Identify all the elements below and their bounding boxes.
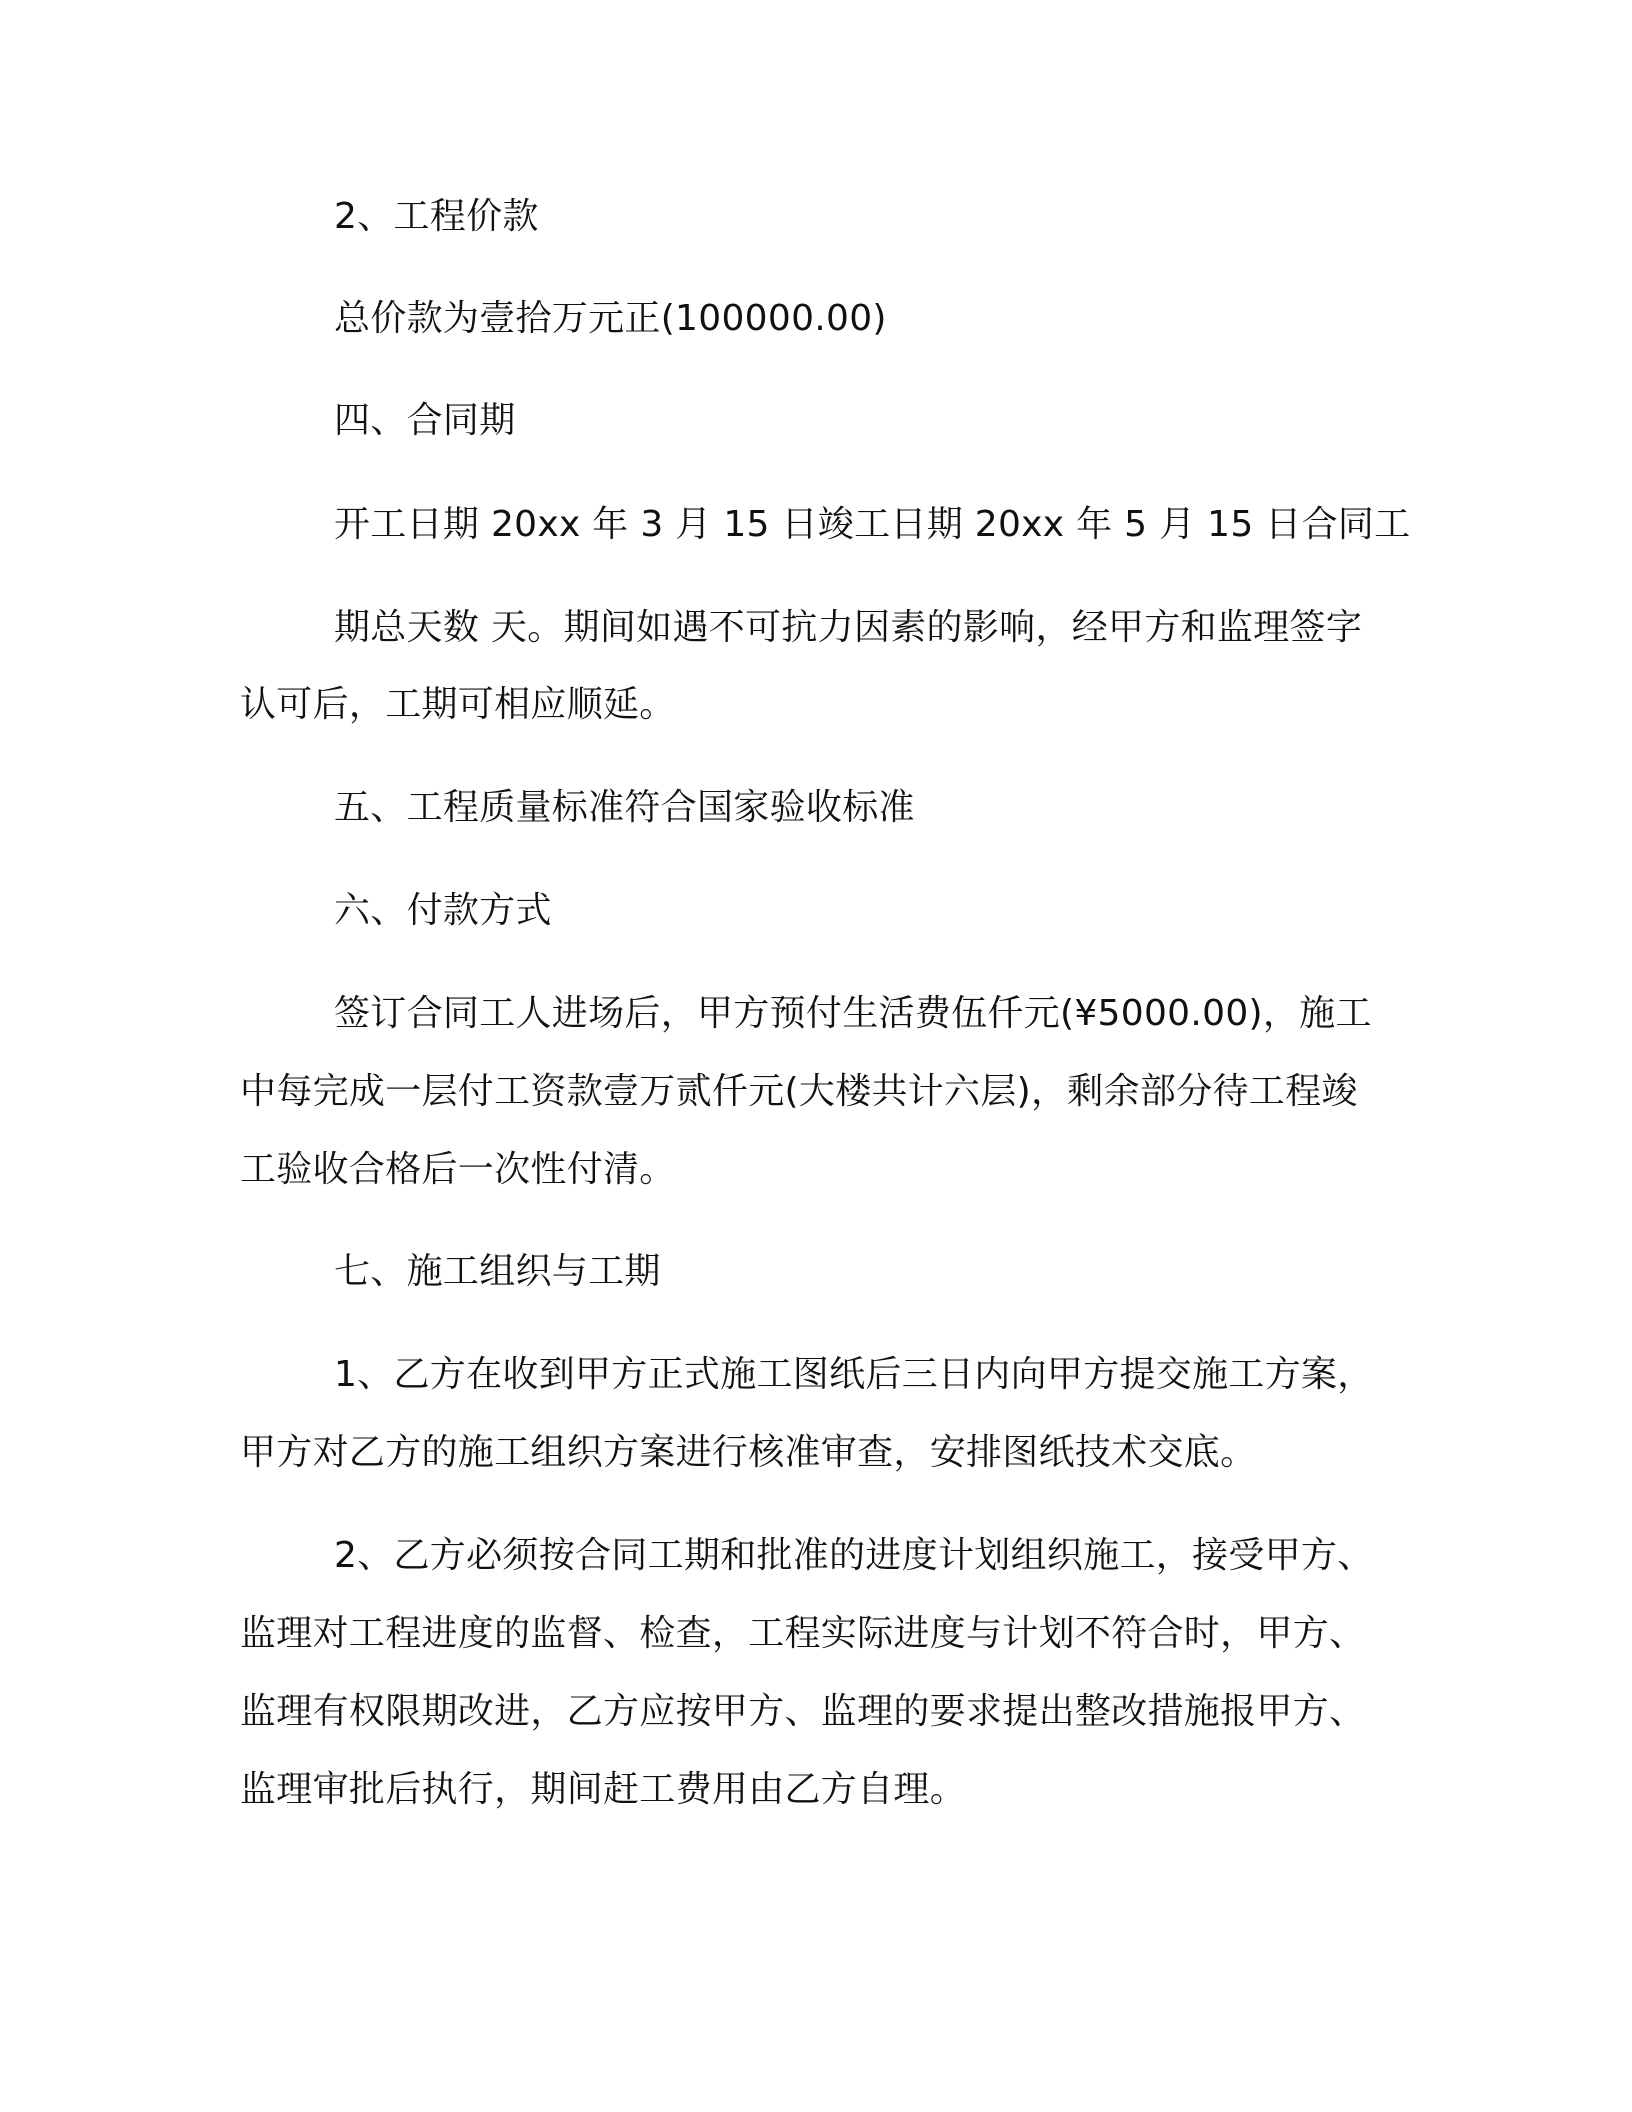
text-line-item1-a: 1、乙方在收到甲方正式施工图纸后三日内向甲方提交施工方案， xyxy=(334,1354,1374,1395)
text-line-payment-2: 中每完成一层付工资款壹万贰仟元(大楼共计六层)，剩余部分待工程竣 xyxy=(240,1071,1358,1112)
text-line-payment-1: 签订合同工人进场后，甲方预付生活费伍仟元(¥5000.00)，施工 xyxy=(334,993,1372,1034)
text-line-item2-c: 监理有权限期改进，乙方应按甲方、监理的要求提出整改措施报甲方、 xyxy=(240,1691,1366,1732)
text-line-extension: 认可后，工期可相应顺延。 xyxy=(240,684,676,725)
text-line-total-price: 总价款为壹拾万元正(100000.00) xyxy=(334,298,887,339)
text-line-item2-b: 监理对工程进度的监督、检查，工程实际进度与计划不符合时，甲方、 xyxy=(240,1613,1366,1654)
text-line-item2-d: 监理审批后执行，期间赶工费用由乙方自理。 xyxy=(240,1769,967,1810)
text-line-total-days: 期总天数 天。期间如遇不可抗力因素的影响，经甲方和监理签字 xyxy=(334,607,1363,648)
text-line-item2-a: 2、乙方必须按合同工期和批准的进度计划组织施工，接受甲方、 xyxy=(334,1535,1374,1576)
text-line-dates: 开工日期 20xx 年 3 月 15 日竣工日期 20xx 年 5 月 15 日合同工 xyxy=(334,504,1411,545)
section-heading-price: 2、工程价款 xyxy=(334,196,539,237)
section-heading-quality-standard: 五、工程质量标准符合国家验收标准 xyxy=(334,787,915,828)
text-line-payment-3: 工验收合格后一次性付清。 xyxy=(240,1149,676,1190)
section-heading-contract-period: 四、合同期 xyxy=(334,400,516,441)
section-heading-payment-method: 六、付款方式 xyxy=(334,890,552,931)
section-heading-organization: 七、施工组织与工期 xyxy=(334,1251,661,1292)
text-line-item1-b: 甲方对乙方的施工组织方案进行核准审查，安排图纸技术交底。 xyxy=(240,1432,1257,1473)
